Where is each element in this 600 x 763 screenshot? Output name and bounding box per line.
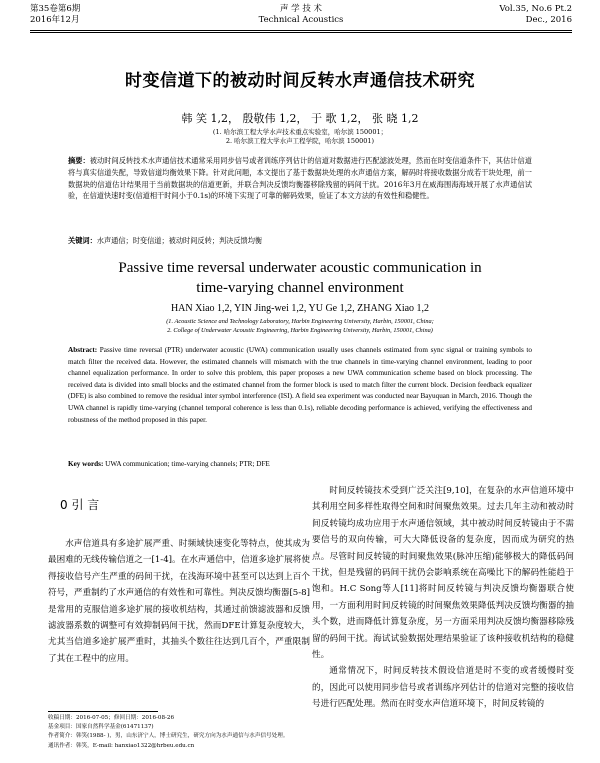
keywords-cn-label: 关键词： bbox=[68, 236, 97, 245]
title-en-line-1: Passive time reversal underwater acoustic communication in bbox=[118, 260, 482, 276]
affiliation-cn-2: 2. 哈尔滨工程大学水声工程学院，哈尔滨 150001) bbox=[225, 137, 375, 145]
affiliation-en-2: 2. College of Underwater Acoustic Engineering, Harbin Engineering University, Harbin, 150001, China) bbox=[167, 327, 433, 334]
page-title-cn: 时变信道下的被动时间反转水声通信技术研究 bbox=[125, 71, 475, 91]
footnote-author: 作者简介：韩笑(1988- )，男，山东济宁人，博士研究生，研究方向为水声通信与水声信号处理。 bbox=[48, 733, 289, 740]
footnote-funding: 基金项目：国家自然科学基金(61471137) bbox=[48, 724, 154, 731]
abstract-en-label: Abstract: bbox=[68, 346, 98, 354]
header-volume-en: Vol.35, No.6 Pt.2 bbox=[499, 4, 572, 14]
right-paragraph-1: 时间反转镜技术受到广泛关注[9,10]，在复杂的水声信道环境中其利用空间多样性取得空间和时间聚焦效果。过去几年主动和被动时间反转镜均成功应用于水声通信领域，其中被动时间反转镜由于不需要信号的双向传输，可大大降低设备的复杂度，因而成为研究的热点。尽管时间反转镜的时间聚焦效果(脉冲压缩)能够极大的降低码间干扰，但是残留的码间干扰仍会影响系统在高噪比下的解码性能趋于饱和。H.C Song等人[11]将时间反转镜与判决反馈均衡器联合使用，一方面利用时间反转镜的时间聚焦效果降低判决反馈均衡器的抽头个数，进而降低计算复杂度，另一方面采用判决反馈均衡器移除残留的码间干扰。海试试验数据处理结果验证了该种接收机结构的稳健性。 bbox=[312, 486, 574, 661]
keywords-cn bbox=[68, 236, 532, 246]
footnotes bbox=[48, 714, 310, 751]
keywords-en bbox=[68, 460, 532, 468]
body-column-left bbox=[48, 536, 310, 667]
header-date-cn: 2016年12月 bbox=[30, 15, 80, 25]
header-rule-thick bbox=[30, 30, 572, 31]
keywords-en-text: UWA communication; time-varying channels; PTR; DFE bbox=[105, 460, 270, 468]
title-en-line-2: time-varying channel environment bbox=[196, 280, 404, 296]
affiliation-en-1: (1. Acoustic Science and Technology Laboratory, Harbin Engineering University, Harbin, 150001, China; bbox=[166, 318, 434, 325]
abstract-en-text: Passive time reversal (PTR) underwater acoustic (UWA) communication usually uses channels estimated from sync signal or training symbols to match filter the received data. However, the estimated channels will mismatch with the true channels in time-varying channel environment, leading to poor channel equalization performance. In order to solve this problem, this paper proposes a new UWA communication scheme based on block processing. The received data is divided into small blocks and the estimated channel from the former block is used to match filter the current block. Decision feedback equalizer (DFE) is also combined to remove the residual inter symbol interference (ISI). A field sea experiment was conducted near Bayuquan in March, 2016. Though the UWA channel is rapidly time-varying (channel temporal coherence is less than 0.1s), reliable decoding performance is achieved, verifying the effectiveness and robustness of the method proposed in this paper. bbox=[68, 346, 532, 424]
abstract-en bbox=[68, 345, 532, 426]
authors-en: HAN Xiao 1,2, YIN Jing-wei 1,2, YU Ge 1,2, ZHANG Xiao 1,2 bbox=[170, 303, 430, 314]
affiliation-cn-1: (1. 哈尔滨工程大学水声技术重点实验室，哈尔滨 150001； bbox=[212, 128, 388, 136]
header-journal-cn: 声 学 技 术 bbox=[279, 4, 323, 14]
right-paragraph-2: 通常情况下，时间反转技术假设信道是时不变的或者缓慢时变的，因此可以使用同步信号或者训练序列估计的信道对完整的接收信号进行匹配处理。然而在时变水声信道环境下，时间反转镜的 bbox=[312, 666, 574, 710]
page-title-en bbox=[0, 258, 600, 298]
footnote-rule bbox=[48, 711, 158, 712]
running-header bbox=[30, 2, 572, 28]
footnote-received: 收稿日期：2016-07-05；修回日期：2016-08-26 bbox=[48, 715, 175, 721]
header-journal-en: Technical Acoustics bbox=[258, 15, 344, 25]
header-rule-thin bbox=[30, 32, 572, 33]
keywords-en-label: Key words: bbox=[68, 460, 104, 468]
header-right bbox=[499, 4, 572, 26]
body-column-right bbox=[312, 483, 574, 713]
section-heading-introduction: 0 引 言 bbox=[60, 498, 100, 512]
abstract-cn-text: 被动时间反转技术水声通信技术通常采用同步信号或者训练序列估计的信道对数据进行匹配滤波处理，然而在时变信道条件下，其估计信道将与真实信道失配，导致信道均衡效果下降。针对此问题，本文提出了基于数据块处理的水声通信方案，解码时将接收数据分成若干块处理，前一数据块的信道估计结果用于当前数据块的信道更新，并联合判决反馈均衡器移除残留的码间干扰。2016年3月在威海围海海域开展了水声通信试验，在信道快速时变(信道相干时间小于0.1s)的环境下实现了可靠的解码效果，验证了本文方法的有效性和稳健性。 bbox=[68, 156, 532, 201]
authors-cn: 韩 笑 1,2， 殷敬伟 1,2， 于 歌 1,2， 张 晓 1,2 bbox=[181, 112, 419, 125]
abstract-cn-label: 摘要： bbox=[68, 156, 90, 165]
header-volume-cn: 第35卷第6期 bbox=[30, 4, 81, 14]
footnote-corresponding: 通讯作者：韩笑，E-mail: hanxiao1322@hrbeu.edu.cn bbox=[48, 742, 195, 749]
abstract-cn bbox=[68, 155, 532, 202]
header-date-en: Dec., 2016 bbox=[525, 15, 572, 25]
keywords-cn-text: 水声通信；时变信道；被动时间反转；判决反馈均衡 bbox=[96, 236, 263, 245]
left-paragraph-1: 水声信道具有多途扩展严重、时频域快速变化等特点，使其成为最困难的无线传输信道之一[1-4]。在水声通信中，信道多途扩展将使得接收信号产生严重的码间干扰，在浅海环境中甚至可以达到上百个符号，严重制约了水声通信的有效性和可靠性。判决反馈均衡器[5-8]是常用的克服信道多途扩展的接收机结构，其通过前馈滤波器和反馈滤波器系数的调整可有效抑制码间干扰，然而DFE计算复杂度较大，尤其当信道多途扩展严重时，其抽头个数往往达到几百个，严重限制了其在工程中的应用。 bbox=[48, 539, 310, 664]
header-center bbox=[30, 4, 572, 26]
